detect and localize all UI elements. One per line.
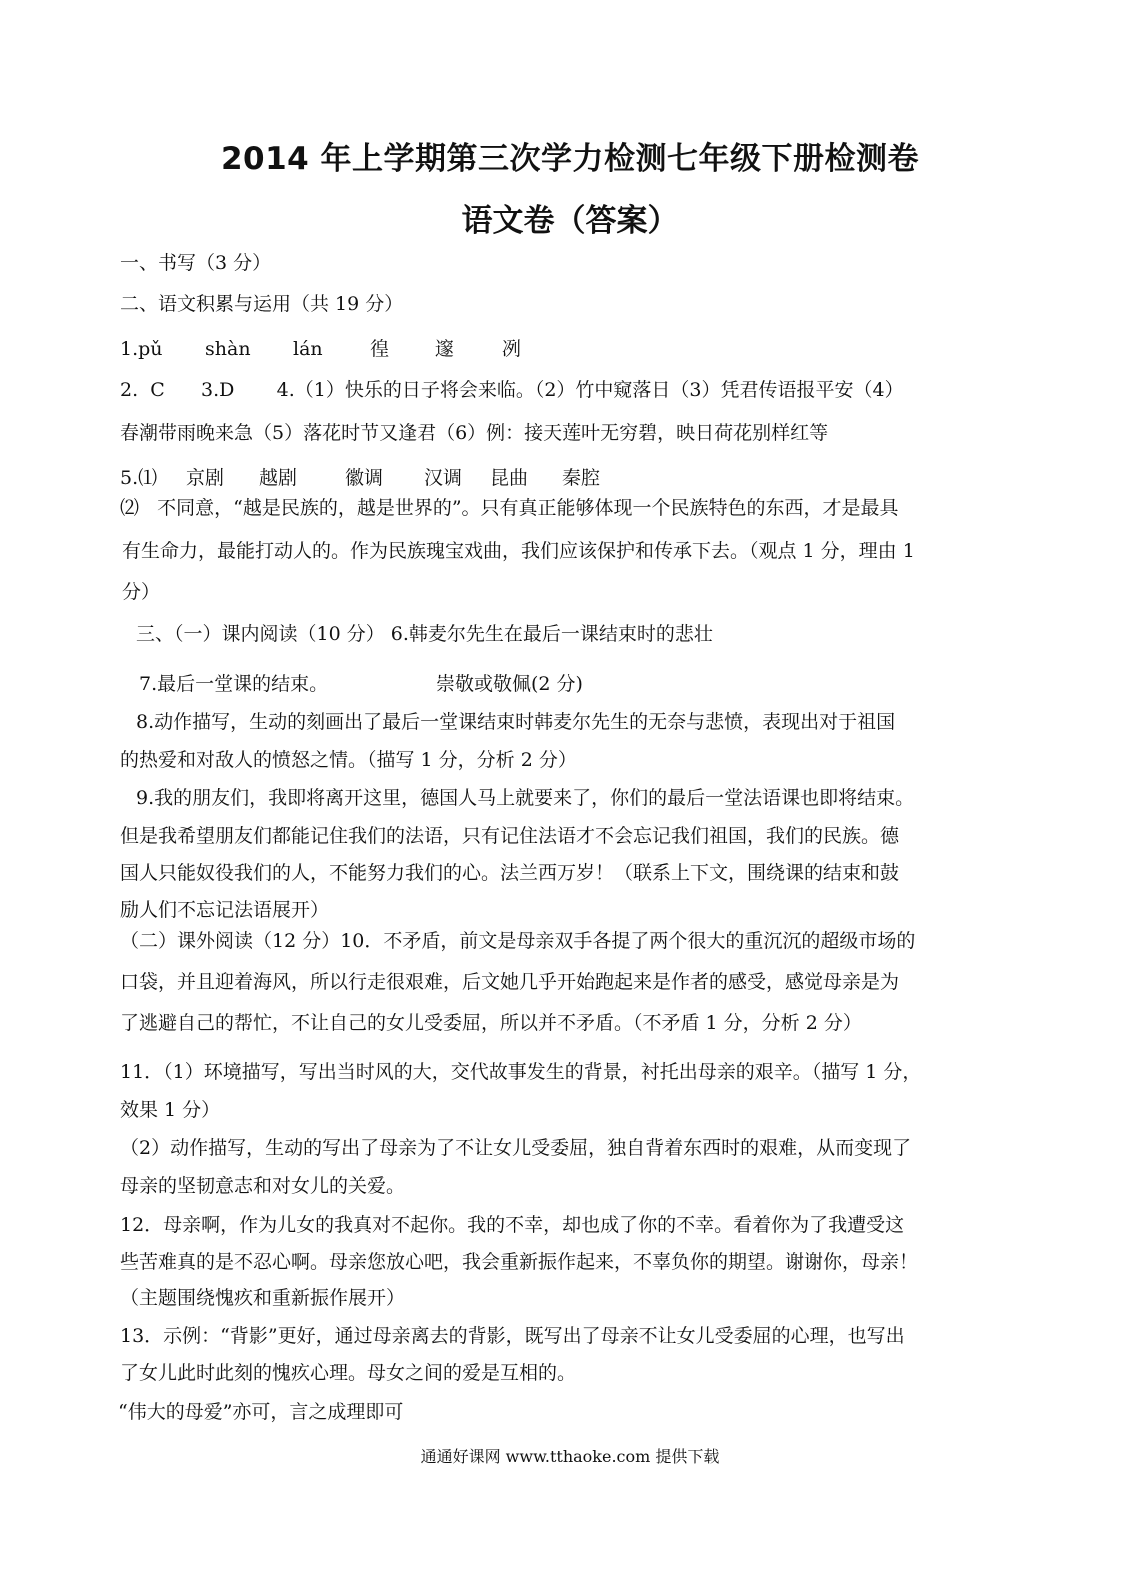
answer-7-part: 崇敬或敬佩(2 分) xyxy=(436,673,583,695)
section-writing: 一、书写（3 分） xyxy=(120,252,272,274)
answer-1-item: shàn xyxy=(205,338,251,360)
answer-5-label: 5.⑴ xyxy=(120,467,158,489)
page-footer: 通通好课网 www.tthaoke.com 提供下载 xyxy=(420,1447,720,1466)
answer-9-line-1: 9.我的朋友们，我即将离开这里，德国人马上就要来了，你们的最后一堂法语课也即将结束。 xyxy=(136,787,915,809)
answer-7-part: 7.最后一堂课的结束。 xyxy=(139,673,329,695)
answer-7 xyxy=(139,675,583,694)
answer-1-item: 1.pǔ xyxy=(120,338,163,360)
answer-2-4-line-1: 2. C 3.D 4.（1）快乐的日子将会来临。（2）竹中窥落日（3）凭君传语报平安（4） xyxy=(120,379,904,401)
answer-1-item: 徨 xyxy=(370,338,390,360)
answer-10-line-1: （二）课外阅读（12 分）10．不矛盾，前文是母亲双手各提了两个很大的重沉沉的超级市场的 xyxy=(120,930,916,952)
opera-item: 秦腔 xyxy=(562,467,601,489)
page-title: 2014 年上学期第三次学力检测七年级下册检测卷 xyxy=(220,141,920,177)
page-subtitle: 语文卷（答案） xyxy=(461,203,679,239)
answer-1-item: lán xyxy=(293,338,323,360)
opera-item: 越剧 xyxy=(259,467,298,489)
answer-8-line-1: 8.动作描写，生动的刻画出了最后一堂课结束时韩麦尔先生的无奈与悲愤，表现出对于祖国 xyxy=(136,711,896,733)
opera-item: 徽调 xyxy=(345,467,384,489)
answer-12-line-2: 些苦难真的是不忍心啊。母亲您放心吧，我会重新振作起来，不辜负你的期望。谢谢你，母亲！ xyxy=(120,1251,919,1273)
opera-item: 京剧 xyxy=(186,467,225,489)
answer-8-line-2: 的热爱和对敌人的愤怒之情。（描写 1 分，分析 2 分） xyxy=(120,749,577,771)
answer-11-line-2: 效果 1 分） xyxy=(120,1099,221,1121)
opera-item: 昆曲 xyxy=(490,467,529,489)
answer-11-line-1: 11．（1）环境描写，写出当时风的大，交代故事发生的背景，衬托出母亲的艰辛。（描写 1 分， xyxy=(120,1061,922,1083)
answer-2-4-line-2: 春潮带雨晚来急（5）落花时节又逢君（6）例：接天莲叶无穷碧，映日荷花别样红等 xyxy=(120,422,829,444)
answer-11-line-3: （2）动作描写，生动的写出了母亲为了不让女儿受委屈，独自背着东西时的艰难，从而变现了 xyxy=(120,1137,912,1159)
section-language-use: 二、语文积累与运用（共 19 分） xyxy=(120,293,404,315)
answer-5-1 xyxy=(120,469,600,488)
answer-10-line-3: 了逃避自己的帮忙，不让自己的女儿受委屈，所以并不矛盾。（不矛盾 1 分，分析 2 分） xyxy=(120,1012,862,1034)
answer-1-item: 邃 xyxy=(435,338,455,360)
answer-5-2-line-3: 分） xyxy=(122,581,161,603)
answer-10-line-2: 口袋，并且迎着海风，所以行走很艰难，后文她几乎开始跑起来是作者的感受，感觉母亲是为 xyxy=(120,971,900,993)
answer-13-line-1: 13．示例：“背影”更好，通过母亲离去的背影，既写出了母亲不让女儿受委屈的心理，也写出 xyxy=(120,1325,905,1347)
answer-13-line-3: “伟大的母爱”亦可，言之成理即可 xyxy=(118,1401,404,1423)
opera-item: 汉调 xyxy=(424,467,463,489)
answer-9-line-3: 国人只能奴役我们的人，不能努力我们的心。法兰西万岁！（联系上下文，围绕课的结束和鼓 xyxy=(120,862,900,884)
answer-9-line-4: 励人们不忘记法语展开） xyxy=(120,899,330,921)
answer-13-line-2: 了女儿此时此刻的愧疚心理。母女之间的爱是互相的。 xyxy=(120,1362,577,1384)
answer-9-line-2: 但是我希望朋友们都能记住我们的法语，只有记住法语才不会忘记我们祖国，我们的民族。德 xyxy=(120,825,900,847)
answer-11-line-4: 母亲的坚韧意志和对女儿的关爱。 xyxy=(120,1175,406,1197)
answer-5-2-line-1: ⑵ 不同意，“越是民族的，越是世界的”。只有真正能够体现一个民族特色的东西，才是最具 xyxy=(120,497,899,519)
answer-1-item: 冽 xyxy=(502,338,522,360)
answer-5-2-line-2: 有生命力，最能打动人的。作为民族瑰宝戏曲，我们应该保护和传承下去。（观点 1 分，理由 1 xyxy=(122,540,915,562)
answer-12-line-1: 12．母亲啊，作为儿女的我真对不起你。我的不幸，却也成了你的不幸。看着你为了我遭受这 xyxy=(120,1214,905,1236)
section-reading-in-class: 三、（一）课内阅读（10 分） 6.韩麦尔先生在最后一课结束时的悲壮 xyxy=(136,623,713,645)
answer-1 xyxy=(120,340,521,359)
answer-12-line-3: （主题围绕愧疚和重新振作展开） xyxy=(120,1287,406,1309)
